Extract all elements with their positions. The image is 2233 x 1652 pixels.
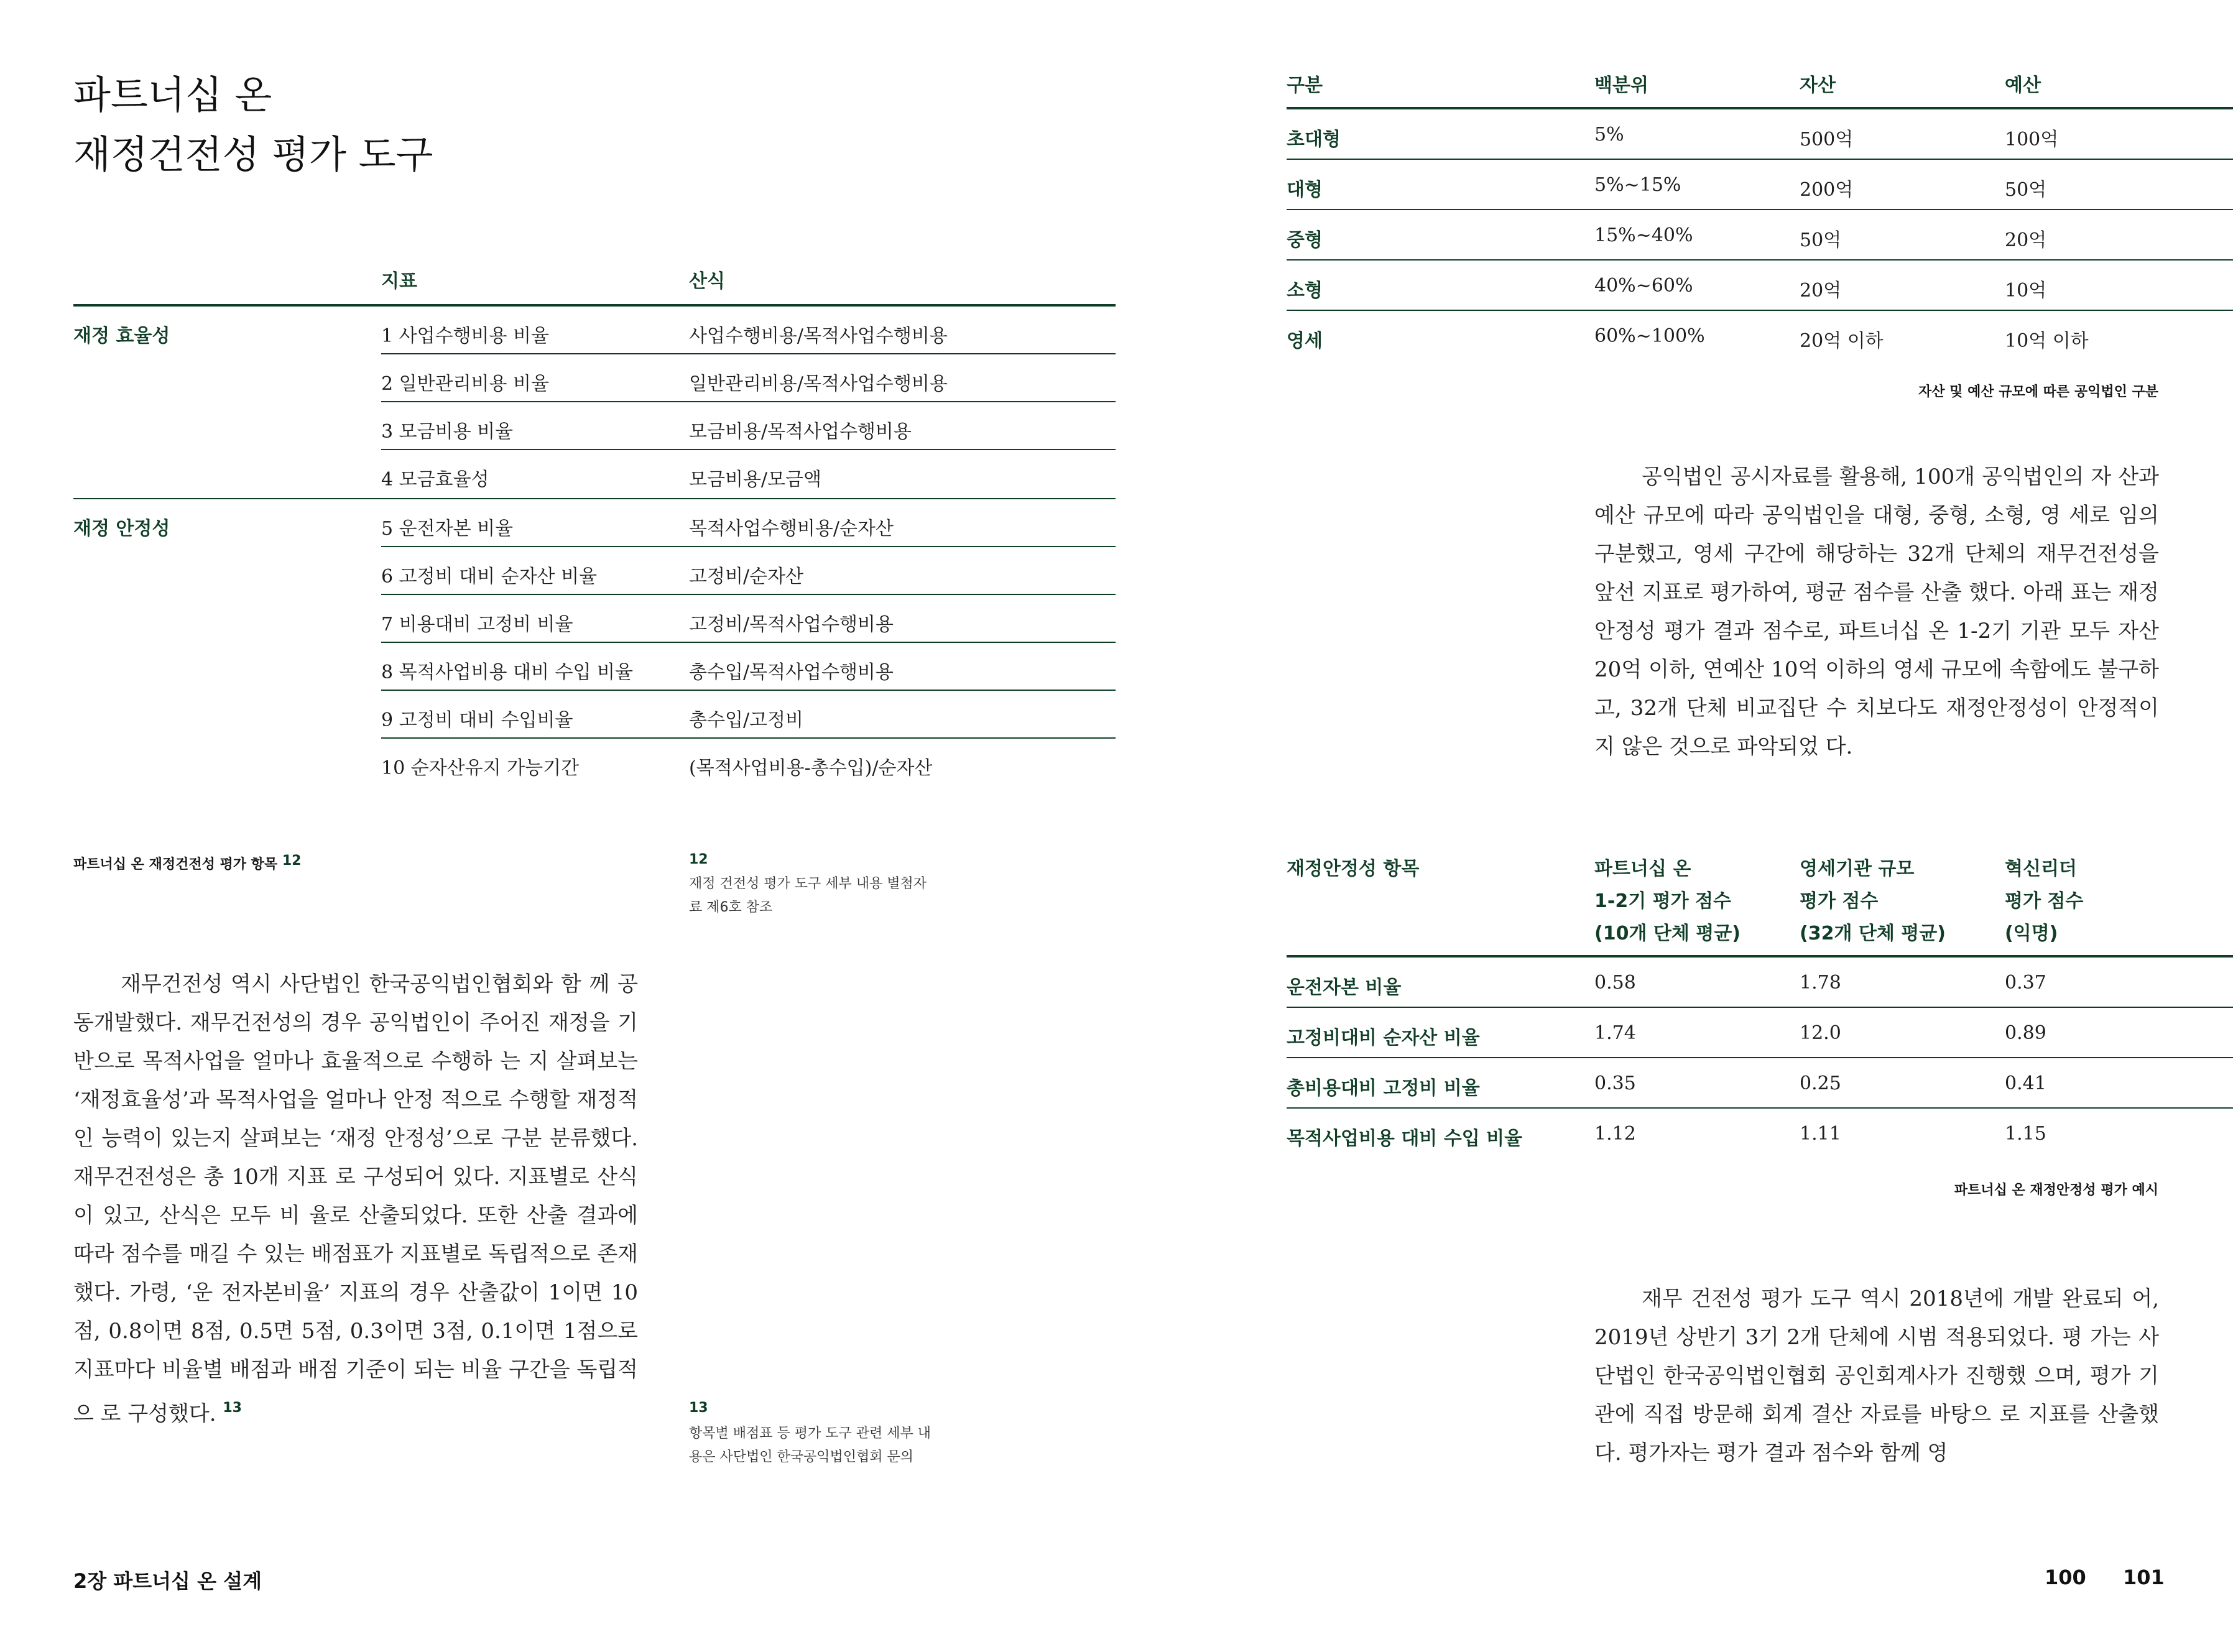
indicator-cell: 10 순자산유지 가능기간 (381, 757, 580, 779)
text-line: 온 1-2기 기관 모두 자산 20억 이하, 연예산 10억 이하의 (1594, 619, 2160, 682)
size-table-caption: 자산 및 예산 규모에 따른 공익법인 구분 (1918, 384, 2158, 400)
indicator-cell: 4 모금효율성 (381, 469, 489, 491)
indicator-cell: 5 운전자본 비율 (381, 518, 514, 540)
text-line: 8점, 0.5면 5점, 0.3이면 3점, 0.1이면 1점으로 지표마다 (73, 1319, 639, 1382)
score-cell: 1.11 (1800, 1123, 1841, 1145)
formula-cell: 고정비/목적사업수행비용 (689, 614, 894, 635)
score-cell: 0.25 (1800, 1073, 1841, 1094)
budget-cell: 50억 (2005, 179, 2047, 201)
footnote-line: 료 제6호 참조 (689, 900, 773, 915)
text-line: 산과 예산 규모에 따라 공익법인을 대형, 중형, 소형, 영 (1594, 464, 2159, 528)
indicator-table-caption (73, 853, 301, 873)
text-line: 공익법인 공시자료를 활용해, 100개 공익법인의 자 (1642, 464, 2112, 489)
indicator-cell: 8 목적사업비용 대비 수입 비율 (381, 662, 633, 683)
header-line: 평가 점수 (1800, 890, 1879, 912)
page-number-right: 101 (2123, 1566, 2165, 1589)
header-budget: 예산 (2005, 75, 2041, 96)
header-category: 구분 (1287, 75, 1323, 96)
right-body-paragraph-1 (1594, 458, 2159, 766)
footnote-ref-12: 12 (282, 853, 302, 869)
text-line: 께 공동개발했다. 재무건전성의 경우 공익법인이 주어진 (73, 972, 638, 1035)
text-line: 재정을 기반으로 목적사업을 얼마나 효율적으로 수행하 (73, 1010, 638, 1074)
score-table-caption: 파트너십 온 재정안정성 평가 예시 (1954, 1183, 2158, 1198)
indicator-cell: 1 사업수행비용 비율 (381, 325, 549, 347)
title-line-2: 재정건전성 평가 도구 (73, 132, 433, 177)
table-row (73, 547, 1116, 595)
text-line: 로 구성되어 있다. 지표별로 산식이 있고, 산식은 모두 비 (73, 1165, 638, 1228)
table-row (73, 307, 1116, 354)
score-cell: 0.37 (2005, 972, 2046, 994)
table-row (73, 739, 1116, 787)
header-indicator: 지표 (381, 270, 417, 292)
header-line: 혁신리더 (2005, 858, 2077, 880)
percentile-cell: 40%~60% (1594, 275, 1693, 297)
text-line: 으며, 평가 기관에 직접 방문해 회계 결산 자료를 바탕으 (1594, 1364, 2159, 1427)
indicator-cell: 3 모금비용 비율 (381, 421, 514, 443)
score-table (1287, 852, 2233, 1158)
percentile-cell: 15%~40% (1594, 224, 1693, 246)
header-line: (10개 단체 평균) (1594, 923, 1741, 944)
text-line: 재무 건전성 평가 도구 역시 2018년에 개발 완료되 (1642, 1286, 2124, 1311)
text-line: 로 구성했다. (100, 1401, 216, 1426)
text-line: 재무건전성을 앞선 지표로 평가하여, 평균 점수를 산출 (1594, 542, 2159, 605)
text-line: 안정성’으로 구분 분류했다. 재무건전성은 총 10개 지표 (73, 1126, 639, 1189)
score-table-header (1287, 852, 2233, 958)
score-cell: 0.35 (1594, 1073, 1636, 1094)
text-line: 있는 배점표가 지표별로 독립적으로 존재했다. 가령, ‘운 (73, 1242, 639, 1305)
footnote-line: 항목별 배점표 등 평가 도구 관련 세부 내 (689, 1426, 931, 1441)
table-row (1287, 109, 2233, 160)
header-line: 평가 점수 (2005, 890, 2084, 912)
size-table-header (1287, 61, 2233, 109)
category-cell: 중형 (1287, 229, 1323, 251)
right-body-paragraph-2 (1594, 1280, 2159, 1472)
assets-cell: 500억 (1800, 129, 1854, 150)
item-cell: 운전자본 비율 (1287, 977, 1402, 999)
item-cell: 총비용대비 고정비 비율 (1287, 1077, 1480, 1099)
formula-cell: 목적사업수행비용/순자산 (689, 518, 894, 540)
table-row (1287, 210, 2233, 261)
table-row (1287, 1008, 2233, 1058)
header-line: 1-2기 평가 점수 (1594, 890, 1731, 912)
formula-cell: 총수입/고정비 (689, 709, 803, 731)
chapter-footer: 2장 파트너십 온 설계 (73, 1569, 262, 1593)
assets-cell: 20억 (1800, 280, 1842, 302)
footnote-ref-13: 13 (223, 1400, 242, 1416)
header-formula: 산식 (689, 270, 725, 292)
text-line: 했다. 아래 표는 재정안정성 평가 결과 점수로, 파트너십 (1594, 580, 2159, 644)
table-row (73, 691, 1116, 739)
table-row (73, 450, 1116, 499)
percentile-cell: 60%~100% (1594, 325, 1705, 347)
formula-cell: 일반관리비용/목적사업수행비용 (689, 373, 948, 395)
text-line: 는 지 살펴보는 ‘재정효율성’과 목적사업을 얼마나 안정 (73, 1049, 638, 1112)
budget-cell: 10억 이하 (2005, 330, 2089, 352)
indicator-cell: 6 고정비 대비 순자산 비율 (381, 566, 598, 588)
header-percentile: 백분위 (1594, 75, 1648, 96)
item-cell: 목적사업비용 대비 수입 비율 (1287, 1128, 1523, 1150)
budget-cell: 100억 (2005, 129, 2059, 150)
category-cell: 대형 (1287, 179, 1323, 201)
assets-cell: 20억 이하 (1800, 330, 1884, 352)
assets-cell: 200억 (1800, 179, 1854, 201)
formula-cell: 모금비용/모금액 (689, 469, 821, 491)
score-cell: 1.74 (1594, 1022, 1636, 1044)
score-cell: 1.78 (1800, 972, 1841, 994)
header-small-org (1800, 853, 1946, 950)
score-cell: 12.0 (1800, 1022, 1841, 1044)
footnote-text (689, 872, 981, 920)
formula-cell: 고정비/순자산 (689, 566, 803, 588)
size-table (1287, 61, 2233, 360)
footnote-text (689, 1422, 981, 1469)
score-cell: 1.15 (2005, 1123, 2046, 1145)
formula-cell: 사업수행비용/목적사업수행비용 (689, 325, 948, 347)
header-assets: 자산 (1800, 75, 1836, 96)
indicator-cell: 2 일반관리비용 비율 (381, 373, 549, 395)
text-line: 율로 산출되었다. 또한 산출 결과에 따라 점수를 매길 수 (73, 1203, 638, 1267)
header-line: (익명) (2005, 923, 2058, 944)
footnote-line: 재정 건전성 평가 도구 세부 내용 별첨자 (689, 876, 927, 892)
header-line: 영세기관 규모 (1800, 858, 1915, 880)
table-row (1287, 958, 2233, 1008)
indicator-table (73, 258, 1116, 787)
score-cell: 0.41 (2005, 1073, 2046, 1094)
footnote-12 (689, 852, 981, 920)
footnote-13 (689, 1400, 981, 1469)
table-row (1287, 160, 2233, 210)
text-line: 어, 2019년 상반기 3기 2개 단체에 시범 적용되었다. 평 (1594, 1286, 2159, 1350)
left-body-paragraph (73, 965, 638, 1433)
item-cell: 고정비대비 순자산 비율 (1287, 1027, 1480, 1049)
text-line: 전자본비율’ 지표의 경우 산출값이 1이면 10점, 0.8이면 (73, 1280, 639, 1344)
text-line: 재무건전성 역시 사단법인 한국공익법인협회와 함 (121, 972, 581, 997)
score-cell: 0.89 (2005, 1022, 2046, 1044)
text-line: 다. (1825, 734, 1853, 759)
footnote-number: 13 (689, 1400, 708, 1416)
footnote-number: 12 (689, 852, 708, 867)
header-line: 파트너십 온 (1594, 858, 1691, 880)
category-cell: 영세 (1287, 330, 1323, 352)
text-line: 비율별 배점과 배점 기준이 되는 비율 구간을 독립적으 (73, 1357, 638, 1426)
text-line: 영세 규모에 속함에도 불구하고, 32개 단체 비교집단 수 (1594, 657, 2159, 721)
group-label-efficiency: 재정 효율성 (73, 325, 170, 347)
formula-cell: 모금비용/목적사업수행비용 (689, 421, 912, 443)
budget-cell: 20억 (2005, 229, 2047, 251)
table-row (1287, 1058, 2233, 1109)
text-line: 치보다도 재정안정성이 안정적이지 않은 것으로 파악되었 (1594, 696, 2159, 759)
caption-text: 파트너십 온 재정건전성 평가 항목 (73, 857, 278, 872)
header-leader (2005, 853, 2083, 950)
group-label-stability: 재정 안정성 (73, 518, 170, 540)
header-item: 재정안정성 항목 (1287, 858, 1420, 880)
table-row (73, 595, 1116, 643)
score-cell: 0.58 (1594, 972, 1636, 994)
page-number-left: 100 (2045, 1566, 2086, 1589)
assets-cell: 50억 (1800, 229, 1842, 251)
header-line: (32개 단체 평균) (1800, 923, 1946, 944)
table-row (73, 402, 1116, 450)
table-row (1287, 1109, 2233, 1158)
table-row (73, 643, 1116, 691)
page-title (73, 65, 820, 185)
percentile-cell: 5%~15% (1594, 174, 1681, 196)
budget-cell: 10억 (2005, 280, 2047, 302)
table-row (1287, 261, 2233, 311)
table-row (1287, 311, 2233, 360)
footnote-line: 용은 사단법인 한국공익법인협회 문의 (689, 1449, 914, 1465)
header-partnership (1594, 853, 1741, 950)
formula-cell: (목적사업비용-총수입)/순자산 (689, 757, 933, 779)
category-cell: 소형 (1287, 280, 1323, 302)
percentile-cell: 5% (1594, 124, 1624, 145)
formula-cell: 총수입/목적사업수행비용 (689, 662, 894, 683)
table-row (73, 354, 1116, 402)
score-cell: 1.12 (1594, 1123, 1636, 1145)
title-line-1: 파트너십 온 (73, 72, 272, 118)
indicator-table-header (73, 258, 1116, 307)
text-line: 적으로 수행할 재정적인 능력이 있는지 살펴보는 ‘재정 (73, 1087, 639, 1151)
text-line: 로 지표를 산출했다. 평가자는 평가 결과 점수와 함께 영 (1594, 1402, 2159, 1465)
category-cell: 초대형 (1287, 129, 1341, 150)
indicator-cell: 7 비용대비 고정비 비율 (381, 614, 573, 635)
text-line: 가는 사단법인 한국공익법인협회 공인회계사가 진행했 (1594, 1325, 2159, 1388)
indicator-cell: 9 고정비 대비 수입비율 (381, 709, 573, 731)
table-row (73, 499, 1116, 547)
text-line: 세로 임의 구분했고, 영세 구간에 해당하는 32개 단체의 (1594, 503, 2159, 566)
